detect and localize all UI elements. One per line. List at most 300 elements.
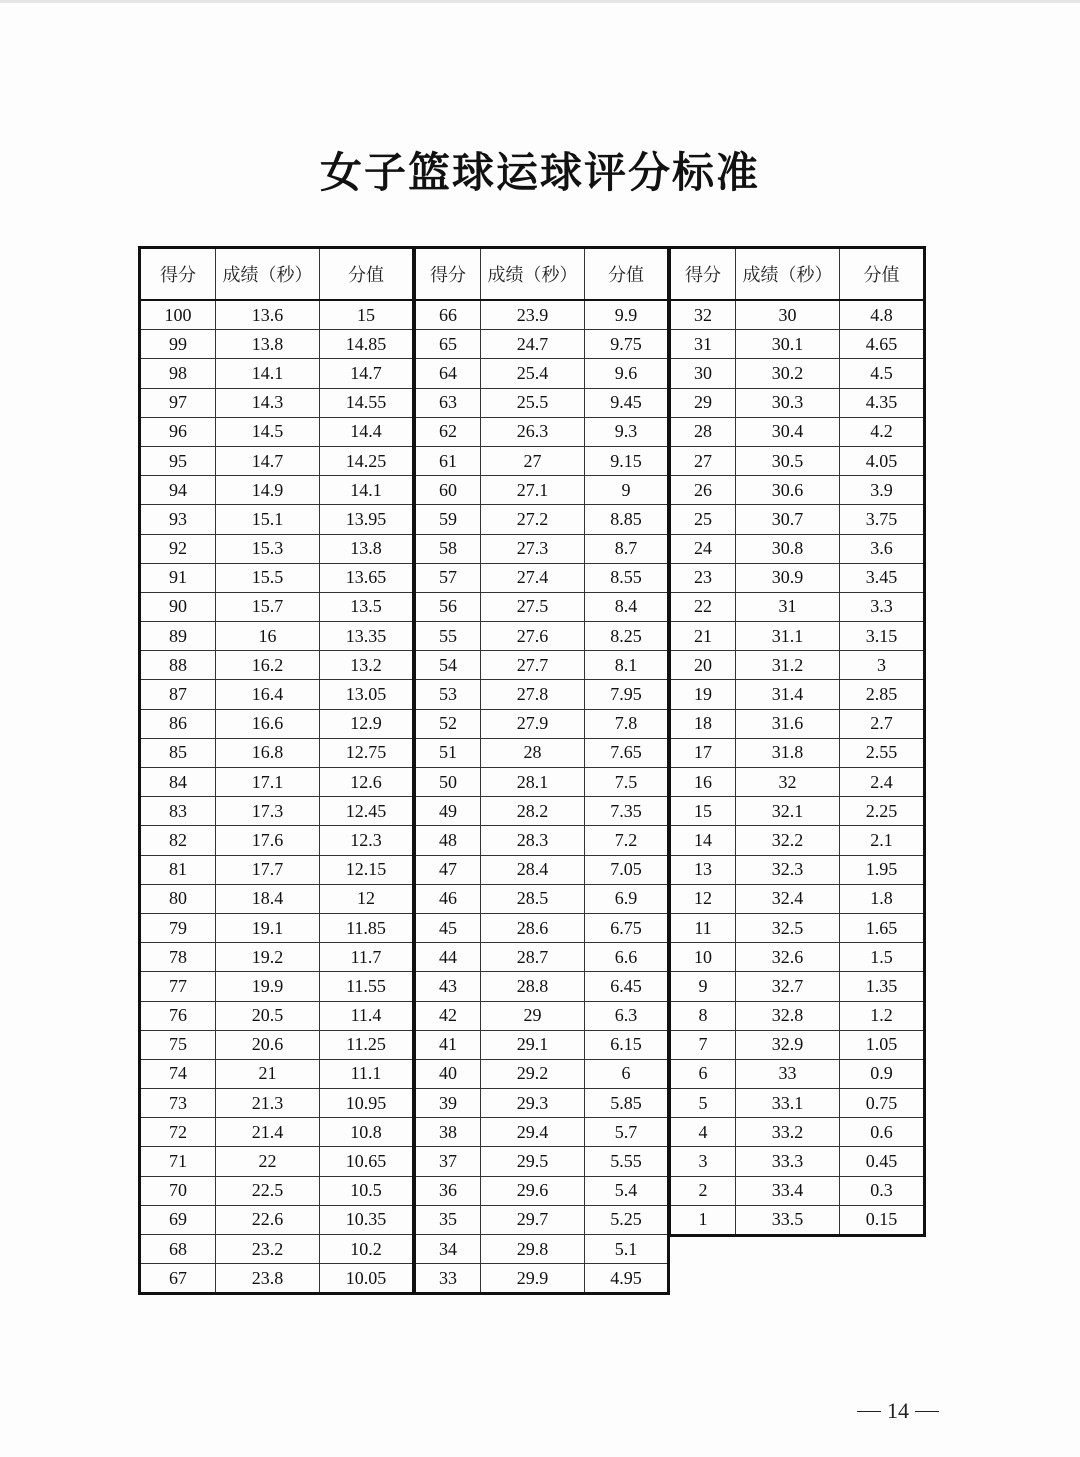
value-cell: 11.4 — [320, 1001, 414, 1030]
table-row — [415, 1001, 669, 1030]
result-cell: 15.3 — [216, 534, 320, 563]
score-cell: 11 — [670, 913, 736, 942]
value-cell: 6.9 — [585, 884, 669, 913]
result-cell: 31.2 — [736, 651, 840, 680]
result-cell: 32.9 — [736, 1030, 840, 1059]
value-cell: 1.35 — [840, 972, 925, 1001]
score-cell: 76 — [140, 1001, 216, 1030]
value-cell: 3 — [840, 651, 925, 680]
score-cell: 83 — [140, 797, 216, 826]
value-cell: 4.65 — [840, 330, 925, 359]
score-cell: 10 — [670, 943, 736, 972]
value-cell: 11.1 — [320, 1059, 414, 1088]
score-table-3 — [668, 246, 926, 1237]
result-cell: 14.3 — [216, 388, 320, 417]
score-cell: 72 — [140, 1118, 216, 1147]
result-cell: 28.5 — [481, 884, 585, 913]
result-cell: 32.8 — [736, 1001, 840, 1030]
value-cell: 9.45 — [585, 388, 669, 417]
value-cell: 3.15 — [840, 622, 925, 651]
value-cell: 12.15 — [320, 855, 414, 884]
table-row — [670, 943, 925, 972]
result-cell: 28.7 — [481, 943, 585, 972]
result-cell: 29.4 — [481, 1118, 585, 1147]
result-cell: 31.4 — [736, 680, 840, 709]
value-cell: 3.45 — [840, 563, 925, 592]
score-cell: 96 — [140, 417, 216, 446]
table-row — [140, 943, 414, 972]
table-row — [670, 680, 925, 709]
header-value: 分值 — [320, 248, 414, 301]
score-cell: 69 — [140, 1205, 216, 1234]
table-row — [670, 1001, 925, 1030]
page-number-value: 14 — [887, 1398, 909, 1423]
value-cell: 7.2 — [585, 826, 669, 855]
table-row — [415, 972, 669, 1001]
result-cell: 27.4 — [481, 563, 585, 592]
table-row — [140, 1264, 414, 1294]
table-row — [140, 563, 414, 592]
table-row — [670, 1147, 925, 1176]
table-row — [140, 359, 414, 388]
table-row — [415, 563, 669, 592]
table-row — [140, 797, 414, 826]
table-row — [670, 738, 925, 767]
value-cell: 10.05 — [320, 1264, 414, 1294]
value-cell: 14.85 — [320, 330, 414, 359]
score-cell: 25 — [670, 505, 736, 534]
result-cell: 22.6 — [216, 1205, 320, 1234]
result-cell: 29 — [481, 1001, 585, 1030]
header-result: 成绩（秒） — [216, 248, 320, 301]
result-cell: 30.3 — [736, 388, 840, 417]
score-cell: 2 — [670, 1176, 736, 1205]
result-cell: 17.1 — [216, 768, 320, 797]
value-cell: 9.6 — [585, 359, 669, 388]
value-cell: 13.5 — [320, 592, 414, 621]
table-row — [140, 1001, 414, 1030]
page-number-dash — [915, 1411, 939, 1412]
result-cell: 20.6 — [216, 1030, 320, 1059]
table-row — [415, 300, 669, 330]
score-cell: 46 — [415, 884, 481, 913]
value-cell: 13.95 — [320, 505, 414, 534]
result-cell: 31.8 — [736, 738, 840, 767]
table-row — [140, 1235, 414, 1264]
result-cell: 30.1 — [736, 330, 840, 359]
score-cell: 67 — [140, 1264, 216, 1294]
score-cell: 3 — [670, 1147, 736, 1176]
value-cell: 9.9 — [585, 300, 669, 330]
score-cell: 93 — [140, 505, 216, 534]
value-cell: 2.1 — [840, 826, 925, 855]
score-cell: 100 — [140, 300, 216, 330]
score-cell: 44 — [415, 943, 481, 972]
value-cell: 11.85 — [320, 913, 414, 942]
score-cell: 77 — [140, 972, 216, 1001]
value-cell: 12.45 — [320, 797, 414, 826]
table-row — [670, 359, 925, 388]
table-row — [670, 1176, 925, 1205]
table-row — [415, 330, 669, 359]
result-cell: 28.1 — [481, 768, 585, 797]
table-row — [140, 680, 414, 709]
result-cell: 17.7 — [216, 855, 320, 884]
table-row — [415, 359, 669, 388]
score-cell: 14 — [670, 826, 736, 855]
score-cell: 81 — [140, 855, 216, 884]
header-result: 成绩（秒） — [736, 248, 840, 301]
score-cell: 33 — [415, 1264, 481, 1294]
score-cell: 18 — [670, 709, 736, 738]
table-row — [140, 738, 414, 767]
score-cell: 16 — [670, 768, 736, 797]
score-cell: 29 — [670, 388, 736, 417]
score-cell: 68 — [140, 1235, 216, 1264]
value-cell: 10.2 — [320, 1235, 414, 1264]
score-cell: 31 — [670, 330, 736, 359]
table-row — [670, 1030, 925, 1059]
table-row — [415, 388, 669, 417]
score-cell: 87 — [140, 680, 216, 709]
result-cell: 27.9 — [481, 709, 585, 738]
value-cell: 0.9 — [840, 1059, 925, 1088]
value-cell: 2.4 — [840, 768, 925, 797]
table-row — [670, 505, 925, 534]
value-cell: 12.9 — [320, 709, 414, 738]
table-row — [415, 1089, 669, 1118]
value-cell: 11.7 — [320, 943, 414, 972]
score-cell: 50 — [415, 768, 481, 797]
table-row — [670, 388, 925, 417]
result-cell: 16.8 — [216, 738, 320, 767]
table-row — [415, 1030, 669, 1059]
table-row — [140, 768, 414, 797]
score-cell: 71 — [140, 1147, 216, 1176]
score-cell: 80 — [140, 884, 216, 913]
value-cell: 13.8 — [320, 534, 414, 563]
score-cell: 70 — [140, 1176, 216, 1205]
table-row — [415, 855, 669, 884]
table-row — [415, 417, 669, 446]
page-number-dash — [857, 1411, 881, 1412]
score-cell: 23 — [670, 563, 736, 592]
score-cell: 43 — [415, 972, 481, 1001]
result-cell: 27.2 — [481, 505, 585, 534]
result-cell: 15.1 — [216, 505, 320, 534]
result-cell: 24.7 — [481, 330, 585, 359]
value-cell: 8.1 — [585, 651, 669, 680]
score-cell: 48 — [415, 826, 481, 855]
value-cell: 13.2 — [320, 651, 414, 680]
result-cell: 14.7 — [216, 446, 320, 475]
result-cell: 33 — [736, 1059, 840, 1088]
score-cell: 32 — [670, 300, 736, 330]
score-cell: 4 — [670, 1118, 736, 1147]
value-cell: 12 — [320, 884, 414, 913]
result-cell: 27.5 — [481, 592, 585, 621]
value-cell: 5.7 — [585, 1118, 669, 1147]
score-cell: 20 — [670, 651, 736, 680]
value-cell: 15 — [320, 300, 414, 330]
result-cell: 16 — [216, 622, 320, 651]
score-cell: 22 — [670, 592, 736, 621]
score-cell: 61 — [415, 446, 481, 475]
score-cell: 58 — [415, 534, 481, 563]
value-cell: 7.35 — [585, 797, 669, 826]
result-cell: 14.9 — [216, 476, 320, 505]
score-cell: 28 — [670, 417, 736, 446]
result-cell: 16.2 — [216, 651, 320, 680]
score-cell: 62 — [415, 417, 481, 446]
score-cell: 40 — [415, 1059, 481, 1088]
score-cell: 9 — [670, 972, 736, 1001]
result-cell: 23.8 — [216, 1264, 320, 1294]
value-cell: 8.55 — [585, 563, 669, 592]
score-cell: 21 — [670, 622, 736, 651]
result-cell: 29.8 — [481, 1235, 585, 1264]
value-cell: 7.95 — [585, 680, 669, 709]
score-cell: 82 — [140, 826, 216, 855]
result-cell: 16.6 — [216, 709, 320, 738]
result-cell: 32.4 — [736, 884, 840, 913]
table-row — [140, 388, 414, 417]
value-cell: 1.95 — [840, 855, 925, 884]
result-cell: 30.4 — [736, 417, 840, 446]
table-row — [140, 622, 414, 651]
score-cell: 60 — [415, 476, 481, 505]
score-cell: 49 — [415, 797, 481, 826]
table-row — [140, 826, 414, 855]
top-rule — [0, 0, 1080, 3]
table-row — [415, 1118, 669, 1147]
table-row — [670, 797, 925, 826]
score-table-1 — [138, 246, 415, 1295]
result-cell: 27.7 — [481, 651, 585, 680]
table-row — [415, 505, 669, 534]
score-cell: 94 — [140, 476, 216, 505]
result-cell: 31 — [736, 592, 840, 621]
result-cell: 30.6 — [736, 476, 840, 505]
value-cell: 0.75 — [840, 1089, 925, 1118]
score-cell: 85 — [140, 738, 216, 767]
result-cell: 28.6 — [481, 913, 585, 942]
result-cell: 30.9 — [736, 563, 840, 592]
score-cell: 52 — [415, 709, 481, 738]
table-row — [140, 884, 414, 913]
score-cell: 1 — [670, 1205, 736, 1235]
result-cell: 22 — [216, 1147, 320, 1176]
result-cell: 16.4 — [216, 680, 320, 709]
result-cell: 27.6 — [481, 622, 585, 651]
table-row — [415, 651, 669, 680]
score-cell: 90 — [140, 592, 216, 621]
score-cell: 36 — [415, 1176, 481, 1205]
score-cell: 59 — [415, 505, 481, 534]
result-cell: 14.1 — [216, 359, 320, 388]
value-cell: 8.7 — [585, 534, 669, 563]
value-cell: 4.2 — [840, 417, 925, 446]
score-cell: 55 — [415, 622, 481, 651]
header-row — [415, 248, 669, 301]
value-cell: 13.65 — [320, 563, 414, 592]
table-row — [140, 1118, 414, 1147]
result-cell: 27.8 — [481, 680, 585, 709]
score-cell: 65 — [415, 330, 481, 359]
result-cell: 30.8 — [736, 534, 840, 563]
table-row — [140, 1176, 414, 1205]
table-row — [415, 1147, 669, 1176]
value-cell: 0.15 — [840, 1205, 925, 1235]
value-cell: 8.85 — [585, 505, 669, 534]
result-cell: 29.3 — [481, 1089, 585, 1118]
result-cell: 27 — [481, 446, 585, 475]
value-cell: 4.05 — [840, 446, 925, 475]
score-cell: 35 — [415, 1205, 481, 1234]
value-cell: 3.75 — [840, 505, 925, 534]
score-cell: 54 — [415, 651, 481, 680]
table-row — [140, 446, 414, 475]
result-cell: 13.6 — [216, 300, 320, 330]
table-row — [140, 1030, 414, 1059]
value-cell: 14.4 — [320, 417, 414, 446]
result-cell: 29.6 — [481, 1176, 585, 1205]
score-cell: 97 — [140, 388, 216, 417]
score-cell: 12 — [670, 884, 736, 913]
value-cell: 1.05 — [840, 1030, 925, 1059]
value-cell: 9.3 — [585, 417, 669, 446]
score-cell: 38 — [415, 1118, 481, 1147]
result-cell: 19.2 — [216, 943, 320, 972]
result-cell: 33.4 — [736, 1176, 840, 1205]
result-cell: 30 — [736, 300, 840, 330]
score-table-2 — [413, 246, 670, 1295]
value-cell: 13.35 — [320, 622, 414, 651]
score-cell: 66 — [415, 300, 481, 330]
result-cell: 32.5 — [736, 913, 840, 942]
result-cell: 29.7 — [481, 1205, 585, 1234]
value-cell: 9 — [585, 476, 669, 505]
table-row — [415, 592, 669, 621]
value-cell: 4.5 — [840, 359, 925, 388]
table-row — [140, 913, 414, 942]
value-cell: 2.25 — [840, 797, 925, 826]
value-cell: 1.5 — [840, 943, 925, 972]
table-row — [670, 768, 925, 797]
result-cell: 33.2 — [736, 1118, 840, 1147]
result-cell: 32.1 — [736, 797, 840, 826]
value-cell: 11.25 — [320, 1030, 414, 1059]
score-cell: 13 — [670, 855, 736, 884]
score-cell: 5 — [670, 1089, 736, 1118]
table-row — [670, 913, 925, 942]
score-cell: 17 — [670, 738, 736, 767]
result-cell: 28.8 — [481, 972, 585, 1001]
result-cell: 27.1 — [481, 476, 585, 505]
table-row — [415, 943, 669, 972]
value-cell: 2.7 — [840, 709, 925, 738]
value-cell: 6.15 — [585, 1030, 669, 1059]
result-cell: 25.4 — [481, 359, 585, 388]
value-cell: 10.95 — [320, 1089, 414, 1118]
value-cell: 1.65 — [840, 913, 925, 942]
value-cell: 6.6 — [585, 943, 669, 972]
result-cell: 23.9 — [481, 300, 585, 330]
result-cell: 21.3 — [216, 1089, 320, 1118]
result-cell: 32 — [736, 768, 840, 797]
table-row — [140, 300, 414, 330]
value-cell: 1.2 — [840, 1001, 925, 1030]
value-cell: 3.6 — [840, 534, 925, 563]
value-cell: 4.95 — [585, 1264, 669, 1294]
value-cell: 12.3 — [320, 826, 414, 855]
result-cell: 23.2 — [216, 1235, 320, 1264]
result-cell: 32.2 — [736, 826, 840, 855]
result-cell: 30.2 — [736, 359, 840, 388]
table-row — [670, 884, 925, 913]
result-cell: 33.5 — [736, 1205, 840, 1235]
value-cell: 5.1 — [585, 1235, 669, 1264]
header-row — [140, 248, 414, 301]
value-cell: 6 — [585, 1059, 669, 1088]
table-row — [140, 1147, 414, 1176]
result-cell: 33.3 — [736, 1147, 840, 1176]
value-cell: 5.25 — [585, 1205, 669, 1234]
value-cell: 10.8 — [320, 1118, 414, 1147]
table-row — [670, 563, 925, 592]
header-result: 成绩（秒） — [481, 248, 585, 301]
score-cell: 19 — [670, 680, 736, 709]
score-cell: 78 — [140, 943, 216, 972]
score-cell: 56 — [415, 592, 481, 621]
score-cell: 7 — [670, 1030, 736, 1059]
score-cell: 8 — [670, 1001, 736, 1030]
score-cell: 86 — [140, 709, 216, 738]
score-cell: 51 — [415, 738, 481, 767]
result-cell: 22.5 — [216, 1176, 320, 1205]
value-cell: 0.3 — [840, 1176, 925, 1205]
result-cell: 29.9 — [481, 1264, 585, 1294]
score-cell: 6 — [670, 1059, 736, 1088]
value-cell: 5.4 — [585, 1176, 669, 1205]
value-cell: 6.3 — [585, 1001, 669, 1030]
score-cell: 41 — [415, 1030, 481, 1059]
score-cell: 45 — [415, 913, 481, 942]
table-row — [670, 826, 925, 855]
header-score: 得分 — [670, 248, 736, 301]
table-row — [140, 476, 414, 505]
table-row — [140, 1059, 414, 1088]
header-value: 分值 — [840, 248, 925, 301]
table-row — [140, 505, 414, 534]
page-number — [850, 1398, 946, 1424]
score-cell: 63 — [415, 388, 481, 417]
table-row — [140, 534, 414, 563]
result-cell: 13.8 — [216, 330, 320, 359]
score-cell: 42 — [415, 1001, 481, 1030]
value-cell: 0.45 — [840, 1147, 925, 1176]
score-cell: 26 — [670, 476, 736, 505]
table-row — [415, 826, 669, 855]
result-cell: 27.3 — [481, 534, 585, 563]
value-cell: 10.5 — [320, 1176, 414, 1205]
table-row — [140, 972, 414, 1001]
header-value: 分值 — [585, 248, 669, 301]
result-cell: 32.6 — [736, 943, 840, 972]
score-cell: 64 — [415, 359, 481, 388]
table-row — [415, 768, 669, 797]
table-row — [670, 972, 925, 1001]
